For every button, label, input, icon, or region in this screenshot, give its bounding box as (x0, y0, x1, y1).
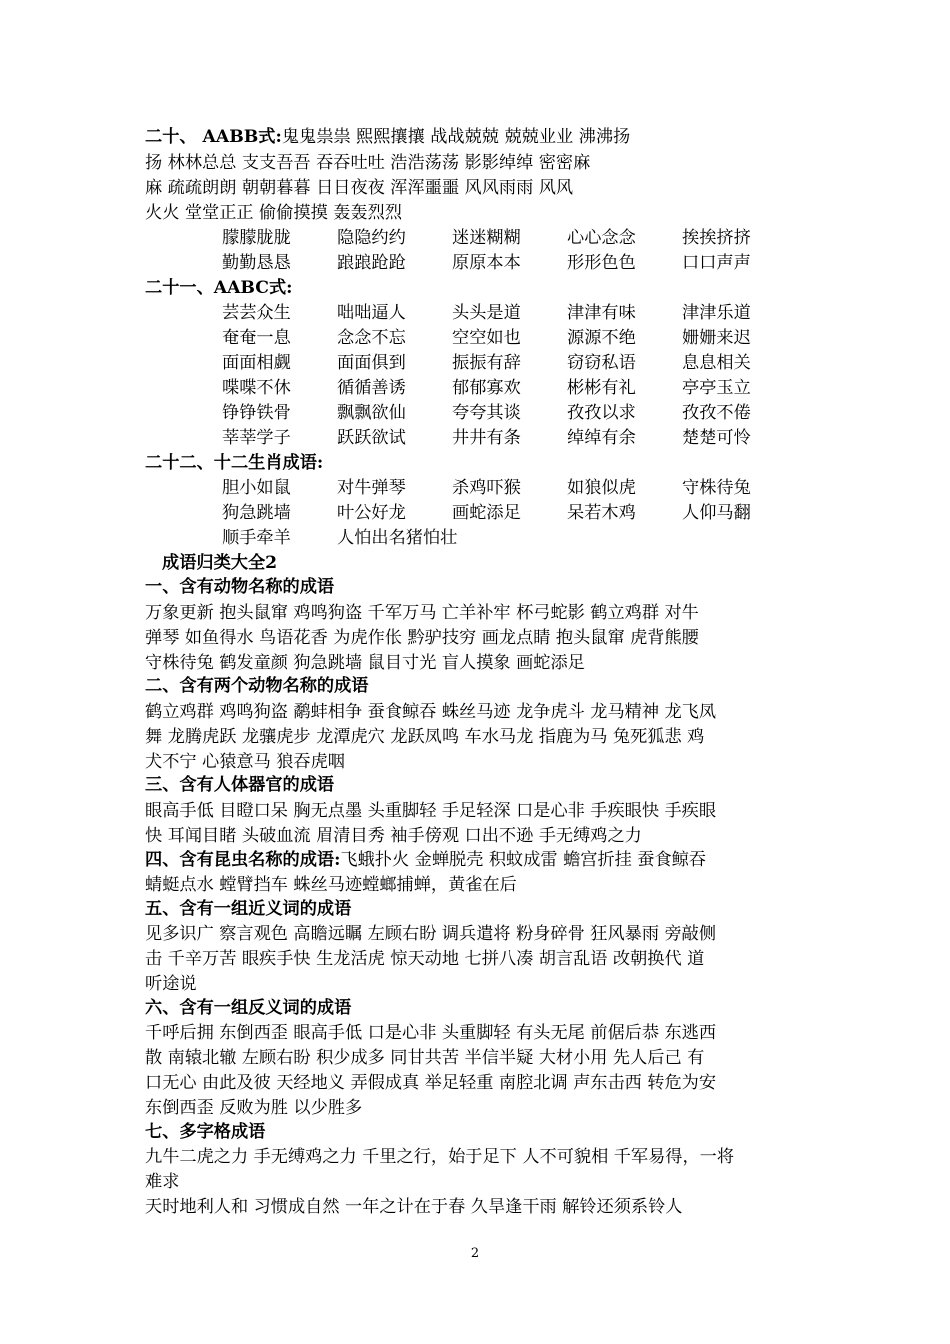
idiom: 循循善诱 (337, 378, 406, 398)
aabc-row (222, 400, 902, 426)
idiom: 守株待兔 (682, 478, 751, 498)
aabb-line-2: 扬 林林总总 支支吾吾 吞吞吐吐 浩浩荡荡 影影绰绰 密密麻 (145, 153, 591, 173)
idiom: 朦朦胧胧 (222, 228, 291, 248)
aabc-row (222, 325, 902, 351)
section-5-line: 听途说 (145, 974, 197, 994)
zodiac-row (222, 525, 902, 551)
idiom: 狗急跳墙 (222, 503, 291, 523)
section-1-line: 万象更新 抱头鼠窜 鸡鸣狗盗 千军万马 亡羊补牢 杯弓蛇影 鹤立鸡群 对牛 (145, 603, 699, 623)
idiom: 夸夸其谈 (452, 403, 521, 423)
idiom: 奄奄一息 (222, 328, 291, 348)
section-2-line: 鹤立鸡群 鸡鸣狗盗 鹬蚌相争 蚕食鲸吞 蛛丝马迹 龙争虎斗 龙马精神 龙飞凤 (145, 702, 717, 722)
idiom: 咄咄逼人 (337, 303, 406, 323)
aabb-line-4: 火火 堂堂正正 偷偷摸摸 轰轰烈烈 (145, 203, 403, 223)
idiom: 莘莘学子 (222, 428, 291, 448)
idiom: 铮铮铁骨 (222, 403, 291, 423)
zodiac-row (222, 500, 902, 526)
idiom: 对牛弹琴 (337, 478, 406, 498)
section-3-line: 快 耳闻目睹 头破血流 眉清目秀 袖手傍观 口出不逊 手无缚鸡之力 (145, 826, 642, 846)
idiom: 津津乐道 (682, 303, 751, 323)
idiom: 津津有味 (567, 303, 636, 323)
idiom: 头头是道 (452, 303, 521, 323)
section-1-line: 守株待兔 鹤发童颜 狗急跳墙 鼠目寸光 盲人摸象 画蛇添足 (145, 653, 585, 673)
idiom: 杀鸡吓猴 (452, 478, 521, 498)
section-4-line: 蜻蜓点水 螳臂挡车 蛛丝马迹螳螂捕蝉，黄雀在后 (145, 875, 517, 895)
section-5-line: 击 千辛万苦 眼疾手快 生龙活虎 惊天动地 七拼八凑 胡言乱语 改朝换代 道 (145, 949, 705, 969)
section-2-line: 犬不宁 心猿意马 狼吞虎咽 (145, 752, 345, 772)
aabb-line-3: 麻 疏疏朗朗 朝朝暮暮 日日夜夜 浑浑噩噩 风风雨雨 风风 (145, 178, 574, 198)
idiom: 胆小如鼠 (222, 478, 291, 498)
section-1-title: 一、含有动物名称的成语 (145, 577, 335, 597)
aabc-title: 二十一、AABC式: (145, 278, 293, 298)
section-6-line: 口无心 由此及彼 天经地义 弄假成真 举足轻重 南腔北调 声东击西 转危为安 (145, 1073, 717, 1093)
idiom: 叶公好龙 (337, 503, 406, 523)
section-4-title: 四、含有昆虫名称的成语: (145, 850, 341, 870)
idiom: 面面俱到 (337, 353, 406, 373)
aabc-row (222, 350, 902, 376)
idiom: 喋喋不休 (222, 378, 291, 398)
page-number: 2 (470, 1246, 480, 1261)
idiom: 亭亭玉立 (682, 378, 751, 398)
section-6-title: 六、含有一组反义词的成语 (145, 998, 352, 1018)
section-heading: 成语归类大全2 (162, 553, 278, 573)
section-4-text: 飞蛾扑火 金蝉脱壳 积蚊成雷 蟾宫折挂 蚕食鲸吞 (340, 850, 707, 870)
idiom: 空空如也 (452, 328, 521, 348)
aabb-line-1 (145, 124, 825, 150)
idiom: 孜孜以求 (567, 403, 636, 423)
idiom: 隐隐约约 (337, 228, 406, 248)
section-7-line: 天时地利人和 习惯成自然 一年之计在于春 久旱逢干雨 解铃还须系铃人 (145, 1197, 683, 1217)
section-7-line: 九牛二虎之力 手无缚鸡之力 千里之行，始于足下 人不可貌相 千军易得，一将 (145, 1147, 735, 1167)
zodiac-row (222, 475, 902, 501)
idiom: 飘飘欲仙 (337, 403, 406, 423)
idiom: 画蛇添足 (452, 503, 521, 523)
idiom: 迷迷糊糊 (452, 228, 521, 248)
idiom: 孜孜不倦 (682, 403, 751, 423)
idiom: 面面相觑 (222, 353, 291, 373)
section-3-title: 三、含有人体器官的成语 (145, 775, 335, 795)
idiom: 挨挨挤挤 (682, 228, 751, 248)
idiom: 勤勤恳恳 (222, 253, 291, 273)
idiom: 彬彬有礼 (567, 378, 636, 398)
aabb-title: 二十、 AABB式: (145, 127, 282, 147)
idiom: 念念不忘 (337, 328, 406, 348)
idiom: 形形色色 (567, 253, 636, 273)
idiom: 原原本本 (452, 253, 521, 273)
aabc-row (222, 375, 902, 401)
section-6-line: 散 南辕北辙 左顾右盼 积少成多 同甘共苦 半信半疑 大材小用 先人后己 有 (145, 1048, 705, 1068)
idiom: 息息相关 (682, 353, 751, 373)
aabb-row-5 (222, 225, 902, 251)
idiom: 呆若木鸡 (567, 503, 636, 523)
idiom: 姗姗来迟 (682, 328, 751, 348)
section-1-line: 弹琴 如鱼得水 鸟语花香 为虎作伥 黔驴技穷 画龙点睛 抱头鼠窜 虎背熊腰 (145, 628, 699, 648)
section-2-title: 二、含有两个动物名称的成语 (145, 676, 369, 696)
idiom: 人仰马翻 (682, 503, 751, 523)
section-4-line-1 (145, 847, 825, 873)
idiom: 人怕出名猪怕壮 (337, 528, 458, 548)
idiom: 芸芸众生 (222, 303, 291, 323)
idiom: 口口声声 (682, 253, 751, 273)
idiom: 井井有条 (452, 428, 521, 448)
idiom: 楚楚可怜 (682, 428, 751, 448)
section-7-title: 七、多字格成语 (145, 1122, 266, 1142)
section-5-title: 五、含有一组近义词的成语 (145, 899, 352, 919)
zodiac-title: 二十二、十二生肖成语: (145, 453, 324, 473)
section-7-line: 难求 (145, 1172, 180, 1192)
aabc-row (222, 300, 902, 326)
idiom: 心心念念 (567, 228, 636, 248)
idiom: 如狼似虎 (567, 478, 636, 498)
section-2-line: 舞 龙腾虎跃 龙骧虎步 龙潭虎穴 龙跃凤鸣 车水马龙 指鹿为马 兔死狐悲 鸡 (145, 727, 705, 747)
idiom: 绰绰有余 (567, 428, 636, 448)
idiom: 源源不绝 (567, 328, 636, 348)
section-6-line: 东倒西歪 反败为胜 以少胜多 (145, 1098, 363, 1118)
aabc-row (222, 425, 902, 451)
section-6-line: 千呼后拥 东倒西歪 眼高手低 口是心非 头重脚轻 有头无尾 前倨后恭 东逃西 (145, 1023, 717, 1043)
idiom: 窃窃私语 (567, 353, 636, 373)
idiom: 踉踉跄跄 (337, 253, 406, 273)
section-5-line: 见多识广 察言观色 高瞻远瞩 左顾右盼 调兵遣将 粉身碎骨 狂风暴雨 旁敲侧 (145, 924, 717, 944)
idiom: 振振有辞 (452, 353, 521, 373)
idiom: 顺手牵羊 (222, 528, 291, 548)
section-3-line: 眼高手低 目瞪口呆 胸无点墨 头重脚轻 手足轻深 口是心非 手疾眼快 手疾眼 (145, 801, 717, 821)
idiom: 跃跃欲试 (337, 428, 406, 448)
idiom: 郁郁寡欢 (452, 378, 521, 398)
aabb-row-6 (222, 250, 902, 276)
aabb-text: 鬼鬼祟祟 熙熙攘攘 战战兢兢 兢兢业业 沸沸扬 (281, 127, 631, 147)
